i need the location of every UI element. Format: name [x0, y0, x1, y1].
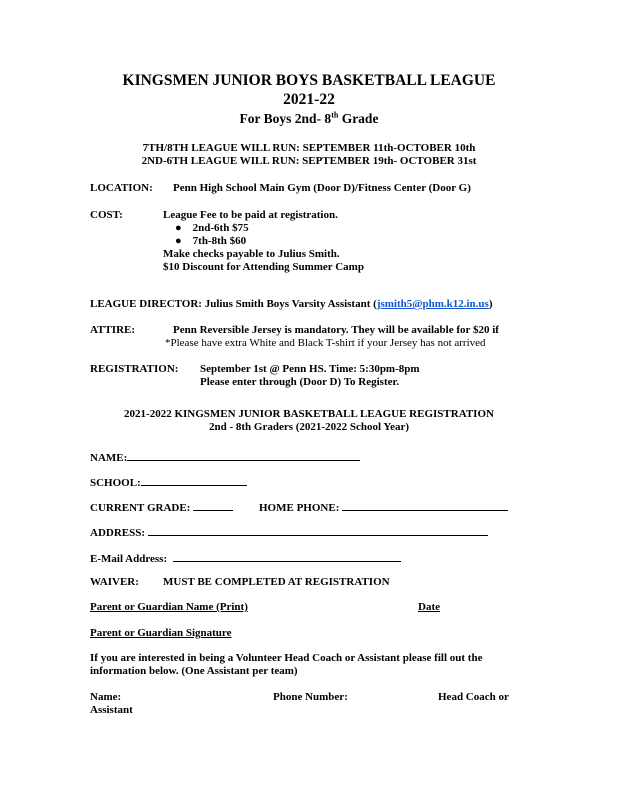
location-label: LOCATION:	[90, 182, 153, 194]
league-schedule-2-6: 2ND-6TH LEAGUE WILL RUN: SEPTEMBER 19th- OCTOBER 31st	[141, 155, 477, 167]
volunteer-role-field[interactable]: Head Coach or	[438, 691, 509, 703]
grade-range: For Boys 2nd- 8th Grade	[239, 110, 379, 126]
volunteer-role-field-cont: Assistant	[90, 704, 133, 716]
league-director: LEAGUE DIRECTOR: Julius Smith Boys Varsity Assistant (jsmith5@phm.k12.in.us)	[90, 298, 493, 310]
cost-item: ● 2nd-6th $75	[175, 222, 249, 234]
registration-date: September 1st @ Penn HS. Time: 5:30pm-8pm	[200, 363, 420, 375]
season-year: 2021-22	[283, 91, 335, 108]
cost-item: ● 7th-8th $60	[175, 235, 247, 247]
volunteer-note-line1: If you are interested in being a Volunteer Head Coach or Assistant please fill out the	[90, 652, 483, 664]
attire-note: *Please have extra White and Black T-shirt if your Jersey has not arrived	[165, 337, 486, 349]
registration-entry: Please enter through (Door D) To Register.	[200, 376, 400, 388]
name-field[interactable]: NAME:	[90, 449, 360, 464]
guardian-signature-field[interactable]: Parent or Guardian Signature	[90, 627, 232, 639]
league-title: KINGSMEN JUNIOR BOYS BASKETBALL LEAGUE	[122, 72, 496, 89]
league-schedule-7-8: 7TH/8TH LEAGUE WILL RUN: SEPTEMBER 11th-OCTOBER 10th	[142, 142, 476, 154]
registration-form-subtitle: 2nd - 8th Graders (2021-2022 School Year)	[208, 421, 410, 433]
cost-discount-note: $10 Discount for Attending Summer Camp	[163, 261, 364, 273]
volunteer-phone-field[interactable]: Phone Number:	[273, 691, 348, 703]
registration-form-title: 2021-2022 KINGSMEN JUNIOR BASKETBALL LEAGUE REGISTRATION	[124, 408, 494, 420]
email-field[interactable]: E-Mail Address:	[90, 550, 401, 565]
attire-value: Penn Reversible Jersey is mandatory. They will be available for $20 if	[173, 324, 499, 336]
director-email-link[interactable]: jsmith5@phm.k12.in.us	[376, 298, 489, 310]
registration-label: REGISTRATION:	[90, 363, 179, 375]
guardian-name-field[interactable]: Parent or Guardian Name (Print)	[90, 601, 248, 613]
waiver-label: WAIVER:	[90, 576, 139, 588]
address-field[interactable]: ADDRESS:	[90, 524, 488, 539]
location-value: Penn High School Main Gym (Door D)/Fitness Center (Door G)	[173, 182, 471, 194]
waiver-value: MUST BE COMPLETED AT REGISTRATION	[163, 576, 390, 588]
home-phone-field[interactable]: HOME PHONE:	[259, 499, 508, 514]
volunteer-note-line2: information below. (One Assistant per team)	[90, 665, 298, 677]
current-grade-field[interactable]: CURRENT GRADE:	[90, 499, 233, 514]
date-field[interactable]: Date	[418, 601, 440, 613]
school-field[interactable]: SCHOOL:	[90, 474, 247, 489]
volunteer-name-field[interactable]: Name:	[90, 691, 122, 703]
cost-intro: League Fee to be paid at registration.	[163, 209, 338, 221]
attire-label: ATTIRE:	[90, 324, 136, 336]
cost-payment-note: Make checks payable to Julius Smith.	[163, 248, 340, 260]
cost-label: COST:	[90, 209, 123, 221]
